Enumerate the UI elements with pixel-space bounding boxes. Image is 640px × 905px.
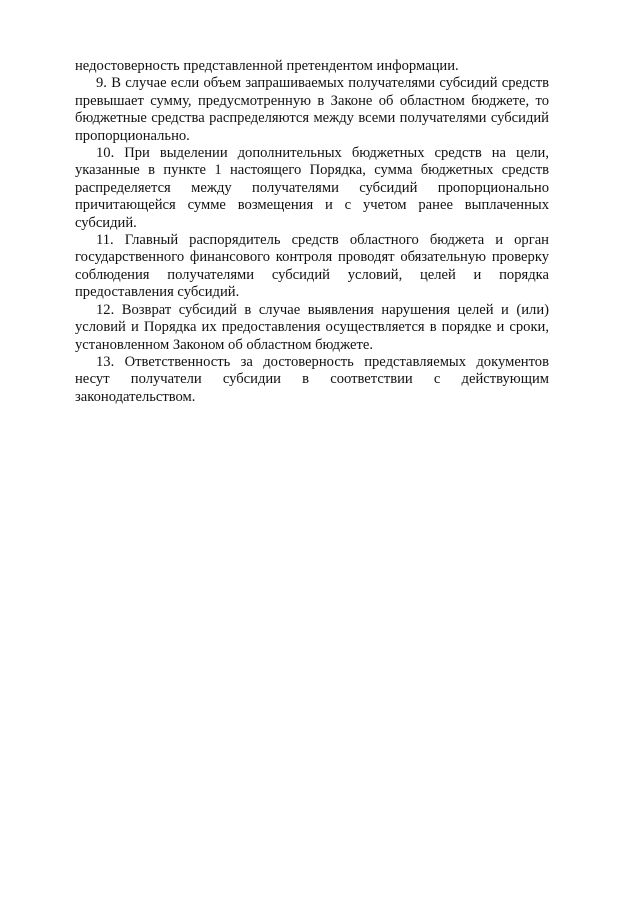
paragraph-10: 10. При выделении дополнительных бюджетных средств на цели, указанные в пункте 1 настоящего Порядка, сумма бюджетных средств распределяется между получателями субсидий пропорционально причитающейся сумме возмещения и с учетом ранее выплаченных субсидий. [75, 145, 549, 231]
document-body [75, 58, 549, 406]
paragraph-12: 12. Возврат субсидий в случае выявления нарушения целей и (или) условий и Порядка их предоставления осуществляется в порядке и сроки, установленном Законом об областном бюджете. [75, 301, 549, 353]
paragraph-continuation: недостоверность представленной претендентом информации. [75, 58, 459, 74]
paragraph-9: 9. В случае если объем запрашиваемых получателями субсидий средств превышает сумму, предусмотренную в Законе об областном бюджете, то бюджетные средства распределяются между всеми получателями субсидий пропорционально. [75, 75, 549, 144]
paragraph-13: 13. Ответственность за достоверность представляемых документов несут получатели субсидии в соответствии с действующим законодательством. [75, 353, 549, 405]
paragraph-11: 11. Главный распорядитель средств областного бюджета и орган государственного финансового контроля проводят обязательную проверку соблюдения получателями субсидий условий, целей и порядка предоставления субсидий. [75, 232, 549, 301]
